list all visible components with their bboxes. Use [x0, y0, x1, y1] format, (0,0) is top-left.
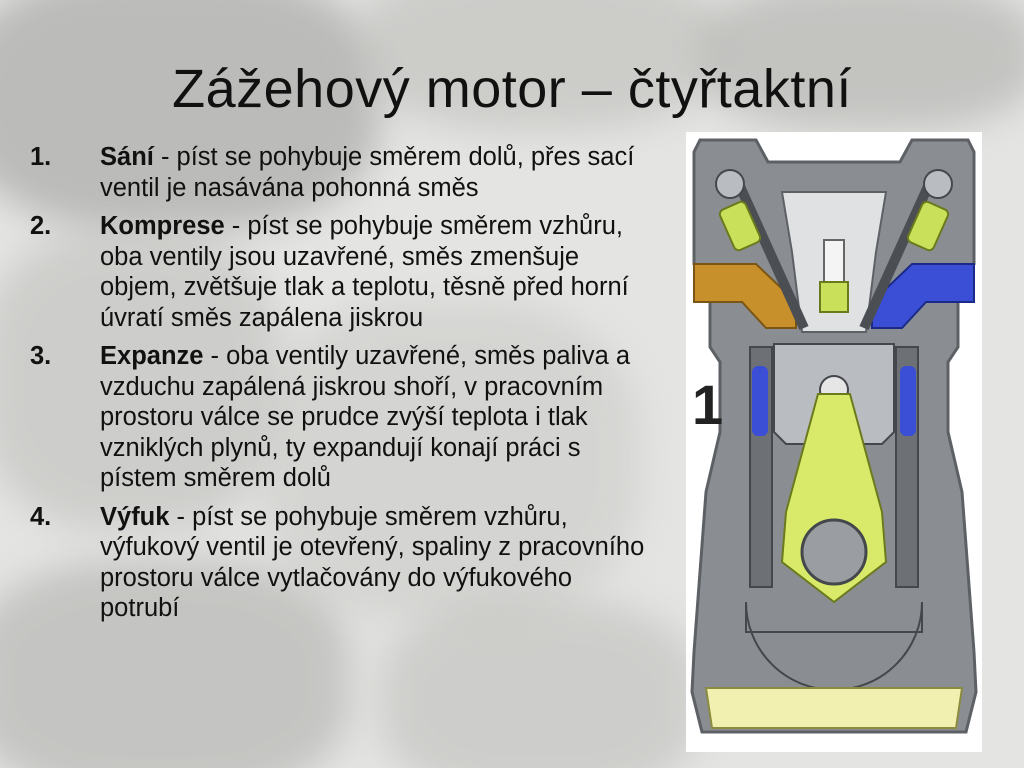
- list-item: [28, 341, 648, 494]
- crankpin: [802, 520, 866, 584]
- item-text: - oba ventily uzavřené, směs paliva a vzduchu zapálená jiskrou shoří, v pracovním prostoru válce se prudce zvýší teplota i tlak vzniklých plynů, ty expandují konají práci s pístem směrem dolů: [100, 342, 631, 492]
- item-number: 2.: [30, 212, 52, 240]
- slide-title: Zážehový motor – čtyřtaktní: [172, 59, 852, 119]
- stroke-list: [28, 142, 648, 632]
- item-text: - píst se pohybuje směrem dolů, přes sací ventil je nasávána pohonná směs: [100, 143, 635, 202]
- spark-plug: [820, 240, 848, 312]
- item-text: - píst se pohybuje směrem vzhůru, výfukový ventil je otevřený, spaliny z pracovního prostoru válce vytlačovány do výfukového potrubí: [100, 502, 645, 622]
- item-term: Komprese: [100, 212, 225, 240]
- list-item: [28, 211, 648, 333]
- list-item: [28, 142, 648, 203]
- item-text: - píst se pohybuje směrem vzhůru, oba ventily jsou uzavřené, směs zmenšuje objem, zvětšuje tlak a teplotu, těsně před horní úvratí směs zapálena jiskrou: [100, 212, 629, 332]
- coolant-jacket-left: [752, 366, 768, 436]
- engine-diagram: [686, 132, 982, 752]
- oil-sump: [706, 688, 962, 728]
- list-item: [28, 502, 648, 624]
- item-term: Výfuk: [100, 502, 170, 531]
- engine-cross-section: [686, 132, 982, 752]
- item-term: Sání: [100, 143, 154, 171]
- item-number: 1.: [30, 143, 52, 171]
- item-term: Expanze: [100, 342, 204, 370]
- coolant-jacket-right: [900, 366, 916, 436]
- item-number: 4.: [30, 502, 52, 531]
- item-number: 3.: [30, 342, 52, 370]
- stroke-label: 1: [692, 373, 724, 436]
